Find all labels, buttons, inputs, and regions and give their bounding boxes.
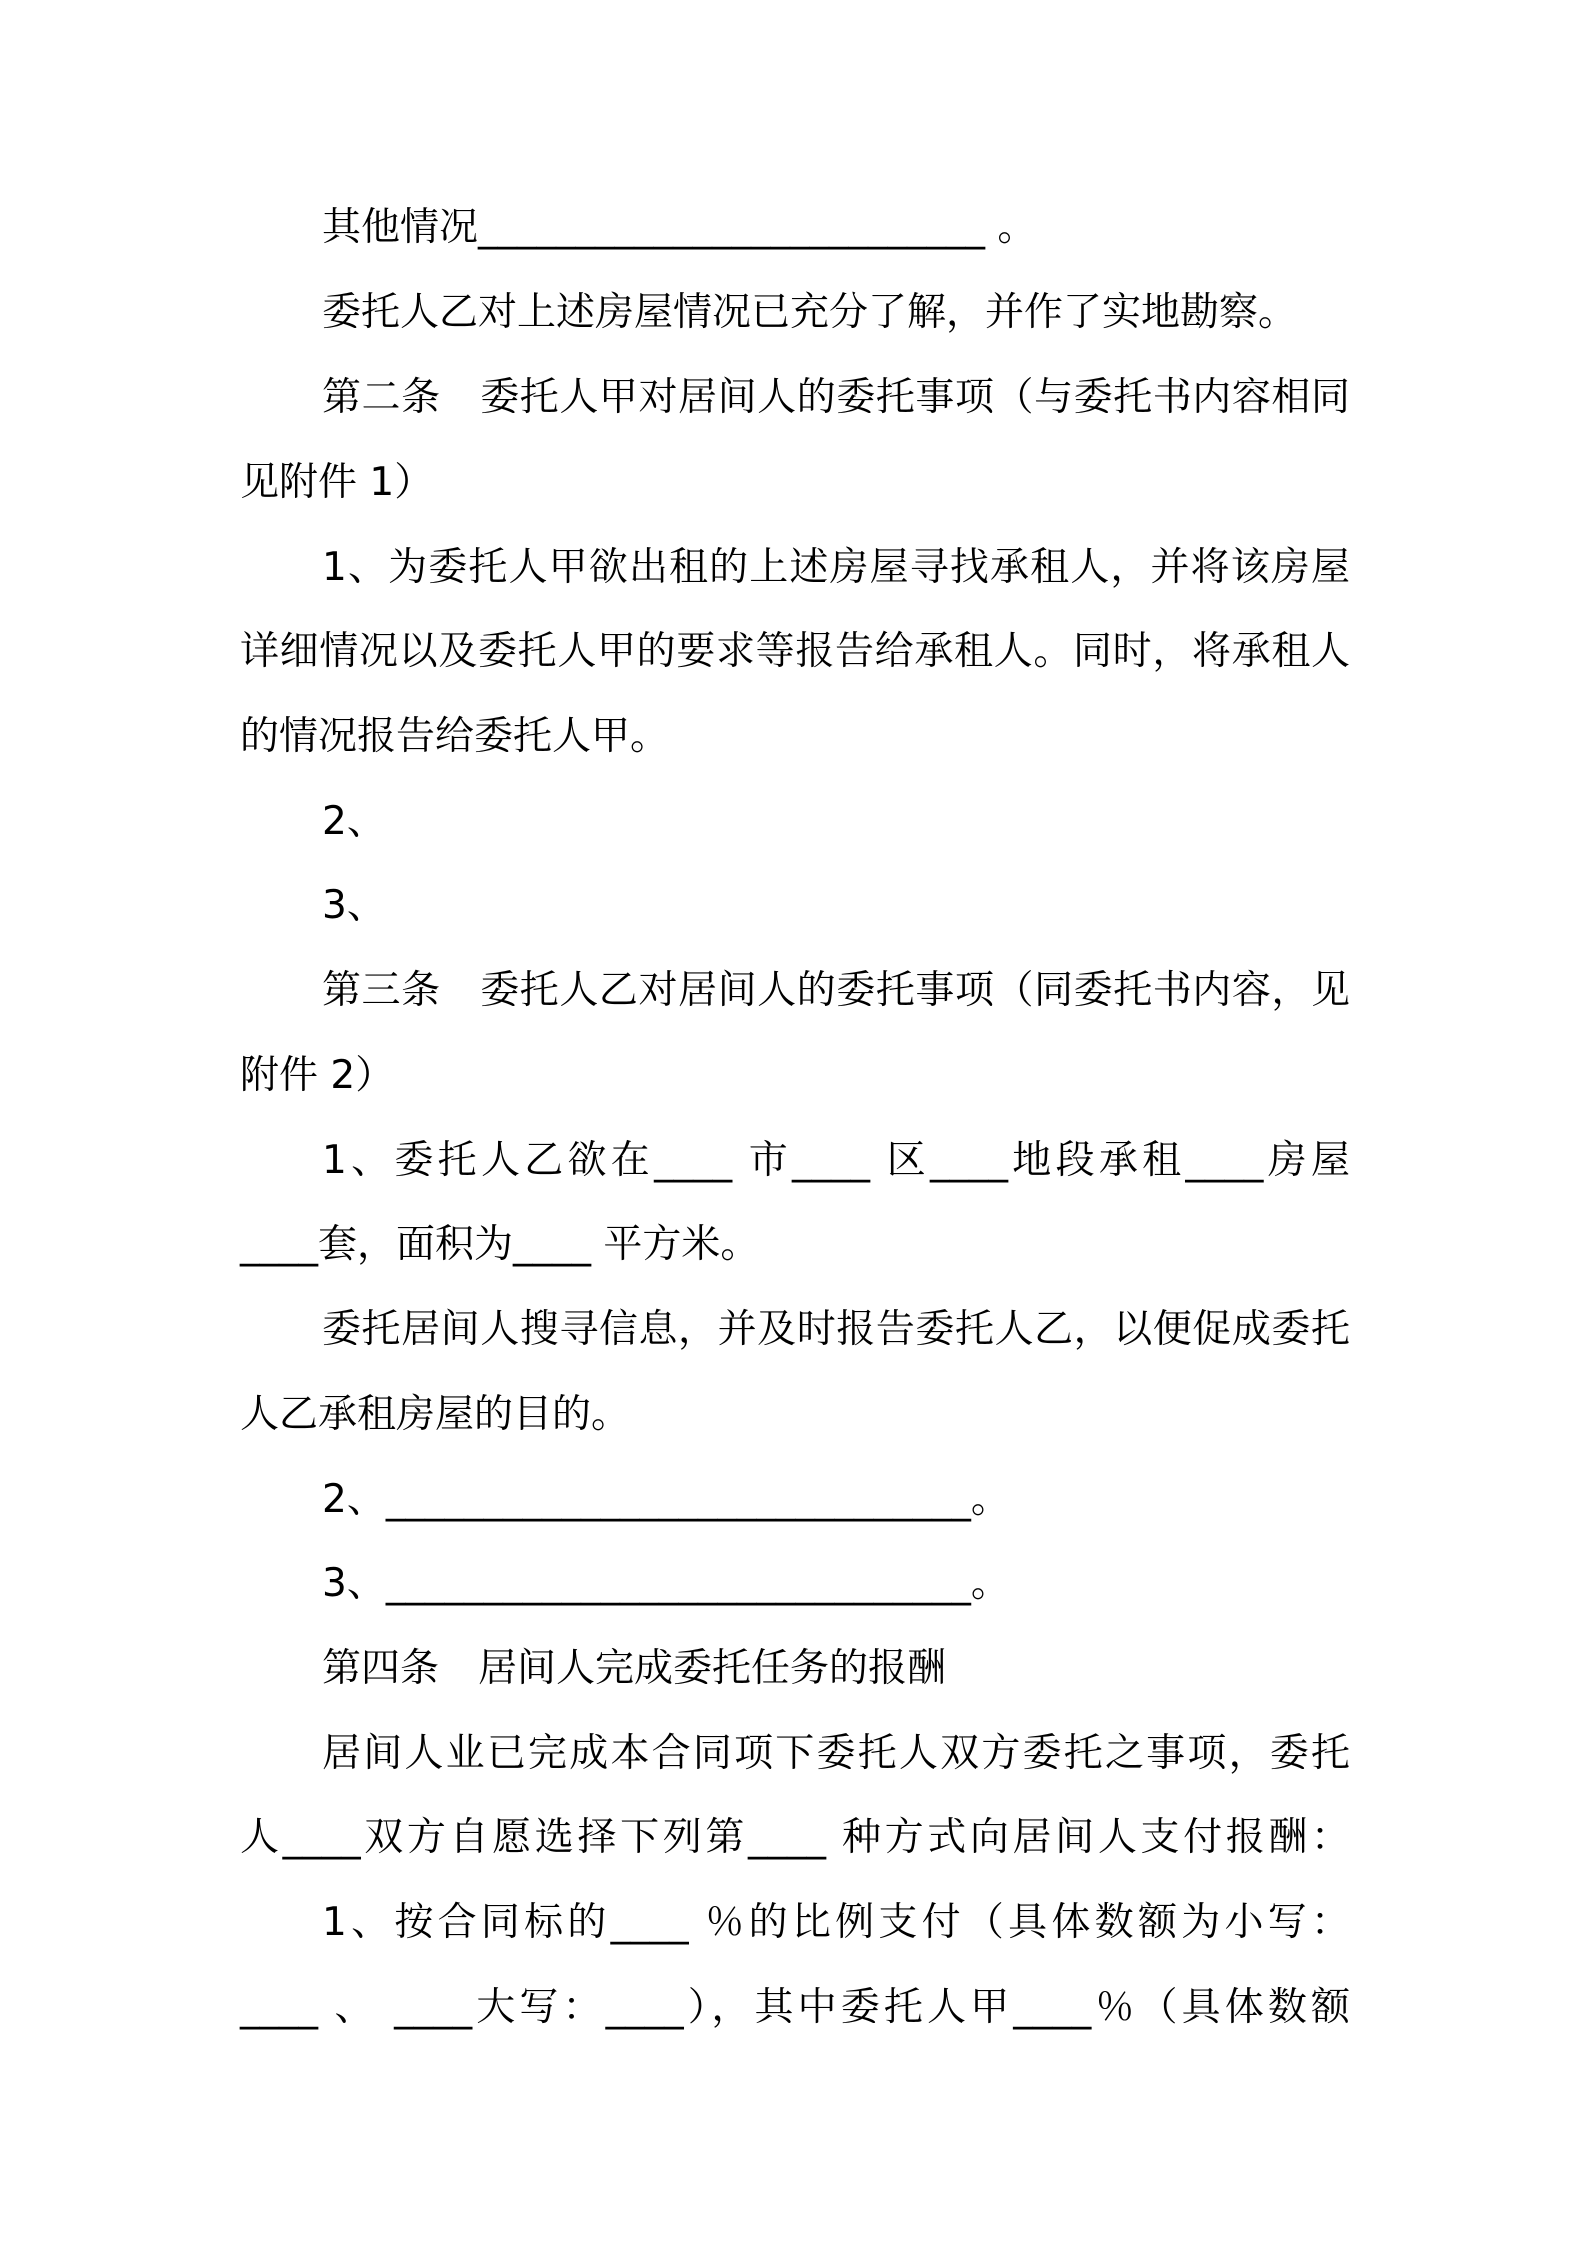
article-3-item-1: 1、委托人乙欲在____ 市____ 区____地段承租____房屋 <box>322 1138 1350 1183</box>
article-4-intro: 居间人业已完成本合同项下委托人双方委托之事项，委托 <box>322 1731 1350 1776</box>
article-4-intro-cont: 人____双方自愿选择下列第____ 种方式向居间人支付报酬： <box>240 1815 1350 1860</box>
article-3-heading-cont: 附件 2） <box>240 1053 395 1098</box>
article-2-item-1-end: 的情况报告给委托人甲。 <box>240 714 670 759</box>
article-2-item-1: 1、为委托人甲欲出租的上述房屋寻找承租人，并将该房屋 <box>322 545 1350 590</box>
article-3-search-info: 委托居间人搜寻信息，并及时报告委托人乙，以便促成委托 <box>322 1307 1350 1352</box>
article-4-item-1: 1、按合同标的____ ％的比例支付（具体数额为小写： <box>322 1900 1350 1945</box>
article-3-search-info-cont: 人乙承租房屋的目的。 <box>240 1392 631 1437</box>
article-3-item-2: 2、______________________________。 <box>322 1477 1010 1522</box>
article-4-heading: 第四条 居间人完成委托任务的报酬 <box>322 1646 947 1691</box>
article-4-item-1-cont: ____ 、 ____大写：____），其中委托人甲____％（具体数额 <box>240 1985 1350 2030</box>
party-b-acknowledgement: 委托人乙对上述房屋情况已充分了解，并作了实地勘察。 <box>322 290 1298 335</box>
article-2-heading-cont: 见附件 1） <box>240 460 434 505</box>
article-2-item-2: 2、 <box>322 799 386 844</box>
other-conditions-line: 其他情况__________________________ 。 <box>322 205 1037 250</box>
article-2-item-1-cont: 详细情况以及委托人甲的要求等报告给承租人。同时，将承租人 <box>240 629 1350 674</box>
article-3-heading: 第三条 委托人乙对居间人的委托事项（同委托书内容，见 <box>322 968 1350 1013</box>
article-2-heading: 第二条 委托人甲对居间人的委托事项（与委托书内容相同 <box>322 375 1350 420</box>
article-2-item-3: 3、 <box>322 883 386 928</box>
article-3-item-3: 3、______________________________。 <box>322 1561 1010 1606</box>
article-3-item-1-cont: ____套，面积为____ 平方米。 <box>240 1222 760 1267</box>
